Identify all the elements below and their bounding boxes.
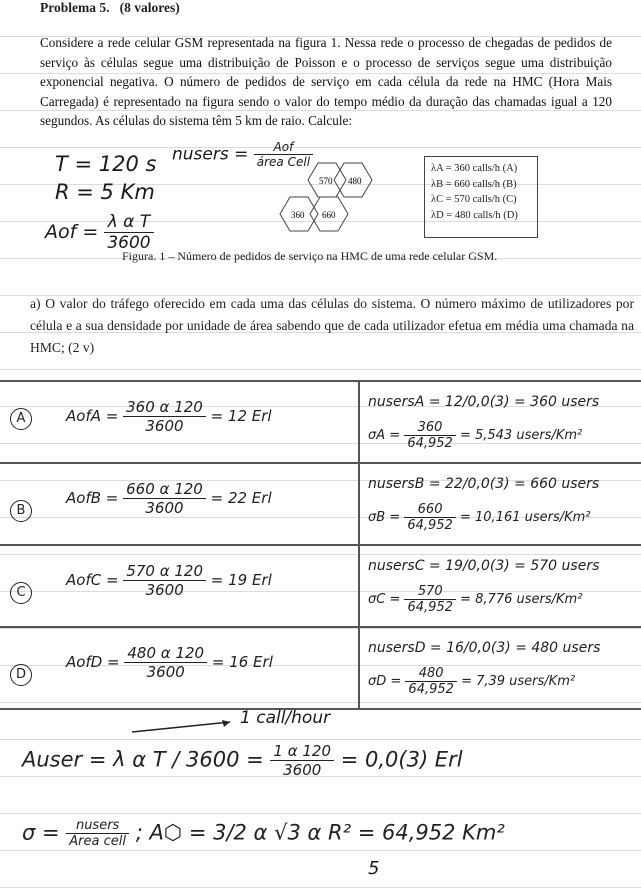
problem-statement: Considere a rede celular GSM representada na figura 1. Nessa rede o processo de chegadas de pedidos de serviço às células segue uma distribuição de Poisson e o processo de serviços segue uma distribuição exponencial negativa. O número de pedidos de serviço em cada célula da rede na HMC (Hora Mais Carregada) é representado na figura sendo o valor do tempo médio da duração das chamadas igual a 120 segundos. As células do sistema têm 5 km de raio. Calcule: xyxy=(40,35,612,129)
row-label-circle: C xyxy=(10,582,32,604)
question-a: a) O valor do tráfego oferecido em cada uma das células do sistema. O número máximo de utilizadores por célula e a sua densidade por unidade de área sabendo que de cada utilizador efetua em média uma chamada na HMC; (2 v) xyxy=(30,296,634,355)
row-users-equation: nusersB = 22/0,0(3) = 660 users xyxy=(368,476,600,492)
hand-radius: R = 5 Km xyxy=(55,180,155,204)
hexagon-cells-figure xyxy=(276,160,386,240)
figure-caption: Figura. 1 – Número de pedidos de serviço na HMC de uma rede celular GSM. xyxy=(122,249,498,263)
arrival-rate-legend xyxy=(424,156,538,238)
row-aof-equation: AofA = $\frac{360 \alpha 120}{3600}$ = 12 Erl xyxy=(66,398,272,435)
row-density-equation: σD = $\frac{480}{64,952}$ = 7,39 users/Km² xyxy=(368,666,576,697)
row-density-equation: σB = $\frac{660}{64,952}$ = 10,161 users/Km² xyxy=(368,502,591,533)
row-density-equation: σC = $\frac{570}{64,952}$ = 8,776 users/Km² xyxy=(368,584,583,615)
grid-line xyxy=(0,462,641,464)
row-aof-equation: AofC = $\frac{570 \alpha 120}{3600}$ = 19 Erl xyxy=(66,562,272,599)
arrow-icon xyxy=(130,716,240,736)
row-aof-equation: AofB = $\frac{660 \alpha 120}{3600}$ = 22 Erl xyxy=(66,480,272,517)
legend-entry: λA = 360 calls/h (A) xyxy=(431,163,518,174)
row-label-circle: D xyxy=(10,664,32,686)
cell-label: 360 xyxy=(291,210,305,220)
row-users-equation: nusersA = 12/0,0(3) = 360 users xyxy=(368,394,600,410)
call-rate-note: 1 call/hour xyxy=(240,708,331,728)
row-label-circle: B xyxy=(10,500,32,522)
grid-line xyxy=(0,626,641,628)
hand-aof-formula: Aof = $\frac{\text{λ α T}}{3600}$ xyxy=(45,212,154,253)
radius-value: 5 xyxy=(368,858,380,879)
grid-line xyxy=(0,380,641,382)
grid-line xyxy=(0,544,641,546)
row-density-equation: σA = $\frac{360}{64,952}$ = 5,543 users/Km² xyxy=(368,420,583,451)
row-aof-equation: AofD = $\frac{480 \alpha 120}{3600}$ = 16 Erl xyxy=(66,644,273,681)
grid-divider xyxy=(358,380,360,708)
cell-label: 480 xyxy=(348,176,362,186)
row-label-circle: A xyxy=(10,408,32,430)
legend-entry: λB = 660 calls/h (B) xyxy=(431,178,517,190)
legend-entry: λD = 480 calls/h (D) xyxy=(431,209,518,221)
hand-nusers-formula: nusers = $\frac{\text{Aof}}{\text{área Cell}}$ xyxy=(172,140,313,169)
row-users-equation: nusersD = 16/0,0(3) = 480 users xyxy=(368,640,601,656)
auser-equation: Auser = λ α T / 3600 = $\frac{1 \alpha 120}{3600}$ = 0,0(3) Erl xyxy=(22,742,463,779)
density-area-equation: σ = $\frac{\text{nusers}}{\text{Area cell}}$ ; A⬡ = 3/2 α √3 α R² = 64,952 Km² xyxy=(22,818,505,849)
row-users-equation: nusersC = 19/0,0(3) = 570 users xyxy=(368,558,600,574)
cell-label: 660 xyxy=(322,210,336,220)
problem-title: Problema 5. (8 valores) xyxy=(40,0,180,15)
cell-label: 570 xyxy=(319,176,333,186)
answer-grid xyxy=(0,380,641,885)
hand-period: T = 120 s xyxy=(55,152,157,176)
legend-entry: λC = 570 calls/h (C) xyxy=(431,194,517,205)
